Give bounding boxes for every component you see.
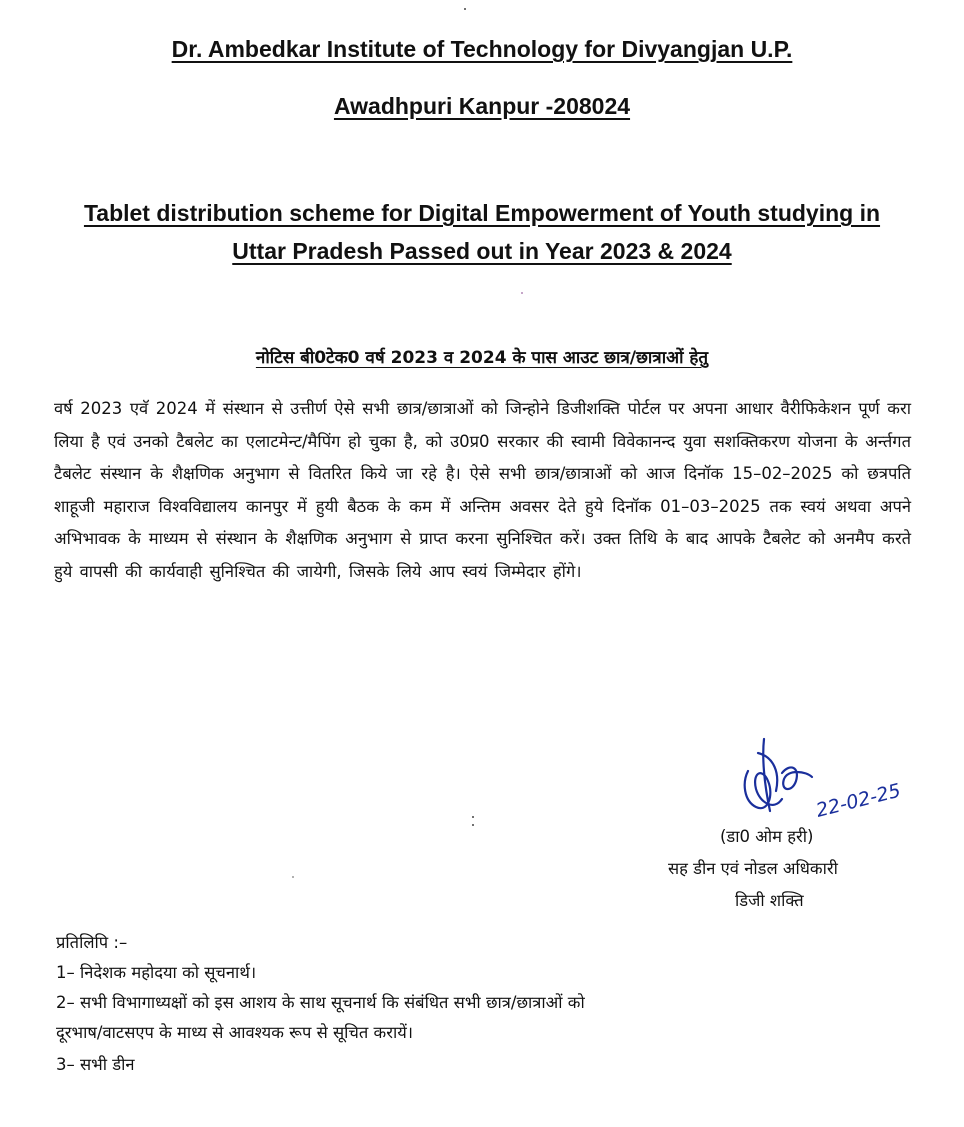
scan-speck [472, 816, 474, 818]
scan-speck [464, 8, 466, 10]
signatory-designation: सह डीन एवं नोडल अधिकारी [668, 859, 838, 878]
institute-name: Dr. Ambedkar Institute of Technology for Divyangjan U.P. [171, 36, 793, 62]
scan-speck [292, 876, 294, 878]
notice-body: वर्ष 2023 एवॅ 2024 में संस्थान से उत्तीर्ण ऐसे सभी छात्र/छात्राओं को जिन्होने डिजीशक्ति पोर्टल पर अपना आधार वैरीफिकेशन पूर्ण करा लिया है एवं उनको टैबलेट का एलाटमेन्ट/मैपिंग हो चुका है, को उ0प्र0 सरकार की स्वामी विवेकानन्द युवा सशक्तिकरण योजना के अर्न्तगत टैबलेट संस्थान के शैक्षणिक अनुभाग से वितरित किये जा रहे है। ऐसे सभी छात्र/छात्राओं को आज दिनॉक 15–02–2025 को छत्रपति शाहूजी महाराज विश्वविद्यालय कानपुर में हुयी बैठक के कम में अन्तिम अवसर देते हुये दिनॉक 01–03–2025 तक स्वयं अथवा अपने अभिभावक के माध्यम से संस्थान के शैक्षणिक अनुभाग से प्राप्त करना सुनिश्चित करें। उक्त तिथि के बाद आपके टैबलेट को अनमैप करते हुये वापसी की कार्यवाही सुनिश्चित की जायेगी, जिसके लिये आप स्वयं जिम्मेदार होंगे। [54, 399, 911, 581]
copy-to-heading: प्रतिलिपि :– [56, 933, 128, 952]
signature-date: 22-02-25 [813, 779, 903, 822]
copy-to-item-3: 3– सभी डीन [56, 1055, 135, 1074]
institute-address: Awadhpuri Kanpur -208024 [333, 93, 631, 119]
scan-speck [472, 824, 474, 826]
scan-speck [521, 292, 523, 294]
copy-to-item-2: 2– सभी विभागाध्यक्षों को इस आशय के साथ सूचनार्थ कि संबंधित सभी छात्र/छात्राओं को [56, 993, 585, 1012]
signatory-organization: डिजी शक्ति [735, 891, 804, 910]
scheme-title-line-1: Tablet distribution scheme for Digital Empowerment of Youth studying in [83, 200, 881, 226]
signatory-name: (डा0 ओम हरी) [720, 827, 814, 846]
scheme-title-line-2: Uttar Pradesh Passed out in Year 2023 & 2024 [232, 238, 732, 264]
notice-title: नोटिस बी0टेक0 वर्ष 2023 व 2024 के पास आउट छात्र/छात्राओं हेतु [255, 348, 709, 368]
copy-to-item-1: 1– निदेशक महोदया को सूचनार्थ। [56, 963, 257, 982]
copy-to-item-2-continued: दूरभाष/वाटसएप के माध्य से आवश्यक रूप से सूचित करायें। [56, 1023, 414, 1042]
signature-mark [734, 733, 934, 828]
